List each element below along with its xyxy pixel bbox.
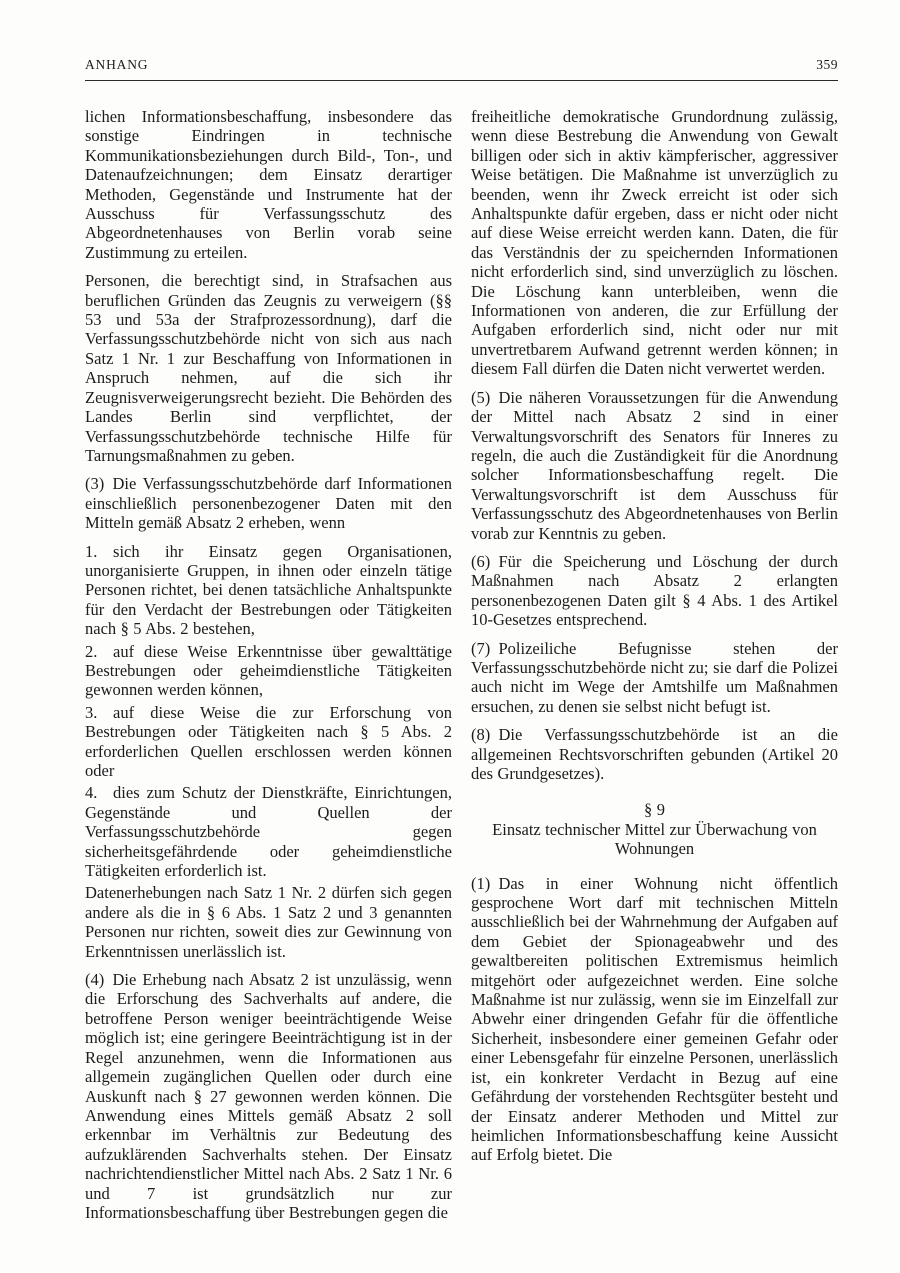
left-column [85, 107, 452, 1231]
list-item-number: 4. [85, 783, 98, 803]
text-columns [85, 107, 838, 1231]
section-heading-line: § 9 [644, 800, 665, 820]
paragraph: (4) Die Erhebung nach Absatz 2 ist unzulässig, wenn die Erforschung des Sachverhalts auf andere, die betroffene Person weniger beeinträchtigende Weise möglich ist; eine geringere Beeinträchtigung ist in der Regel anzunehmen, wenn die Informationen aus allgemein zugänglichen Quellen oder durch eine Auskunft nach § 27 gewonnen werden können. Die Anwendung eines Mittels gemäß Absatz 2 soll erkennbar im Verhältnis zur Bedeutung des aufzuklärenden Sachverhalts stehen. Der Einsatz nachrichtendienstlicher Mittel nach Abs. 2 Satz 1 Nr. 6 und 7 ist grundsätzlich nur zur Informationsbeschaffung über Bestrebungen gegen die [85, 970, 452, 1222]
paragraph: (3) Die Verfassungsschutzbehörde darf Informationen einschließlich personenbezogener Daten mit den Mitteln gemäß Absatz 2 erheben, wenn [85, 474, 452, 533]
list-item: 1. sich ihr Einsatz gegen Organisationen, unorganisierte Gruppen, in ihnen oder einzeln tätige Personen richtet, bei denen tatsächliche Anhaltspunkte für den Verdacht der Bestrebungen oder Tätigkeiten nach § 5 Abs. 2 bestehen, [85, 541, 452, 639]
list-item-number: 2. [85, 641, 98, 661]
list-item-number: 3. [85, 702, 98, 722]
paragraph: Personen, die berechtigt sind, in Strafsachen aus beruflichen Gründen das Zeugnis zu verweigern (§§ 53 und 53a der Strafprozessordnung), darf die Verfassungsschutzbehörde nicht von sich aus nach Satz 1 Nr. 1 zur Beschaffung von Informationen in Anspruch nehmen, auf die sich ihr Zeugnisverweigerungsrecht bezieht. Die Behörden des Landes Berlin sind verpflichtet, der Verfassungsschutzbehörde technische Hilfe für Tarnungsmaßnahmen zu geben. [85, 271, 452, 465]
paragraph: lichen Informationsbeschaffung, insbesondere das sonstige Eindringen in technische Kommunikationsbeziehungen durch Bild-, Ton-, und Datenaufzeichnungen; dem Einsatz derartiger Methoden, Gegenstände und Instrumente hat der Ausschuss für Verfassungsschutz des Abgeordnetenhauses von Berlin vorab seine Zustimmung zu erteilen. [85, 107, 452, 262]
list-item: 2. auf diese Weise Erkenntnisse über gewalttätige Bestrebungen oder geheimdienstliche Tätigkeiten gewonnen werden können, [85, 641, 452, 700]
header-section-title: ANHANG [85, 57, 149, 72]
section-heading [471, 800, 838, 858]
paragraph: (5) Die näheren Voraussetzungen für die Anwendung der Mittel nach Absatz 2 sind in einer Verwaltungsvorschrift des Senators für Inneres zu regeln, die auch die Zuständigkeit für die Anordnung solcher Informationsbeschaffung regelt. Die Verwaltungsvorschrift ist dem Ausschuss für Verfassungsschutz des Abgeordnetenhauses von Berlin vorab zur Kenntnis zu geben. [471, 387, 838, 543]
page-number: 359 [816, 57, 838, 72]
right-column [471, 107, 838, 1231]
paragraph: freiheitliche demokratische Grundordnung zulässig, wenn diese Bestrebung die Anwendung von Gewalt billigen oder sich in aktiv kämpferischer, aggressiver Weise betätigen. Die Maßnahme ist unverzüglich zu beenden, wenn ihr Zweck erreicht ist oder sich Anhaltspunkte dafür ergeben, dass er nicht oder nicht auf diese Weise erreicht werden kann. Daten, die für das Verständnis der zu speichernden Informationen nicht erforderlich sind, sind unverzüglich zu löschen. Die Löschung kann unterbleiben, wenn die Informationen von anderen, die zur Erfüllung der Aufgaben erforderlich sind, nicht oder nur mit unvertretbarem Aufwand getrennt werden können; in diesem Fall dürfen die Daten nicht verwertet werden. [471, 107, 838, 379]
list-item: 4. dies zum Schutz der Dienstkräfte, Einrichtungen, Gegenstände und Quellen der Verfassungsschutzbehörde gegen sicherheitsgefährdende oder geheimdienstliche Tätigkeiten erforderlich ist. [85, 783, 452, 881]
list-item-number: 1. [85, 541, 98, 561]
paragraph: Datenerhebungen nach Satz 1 Nr. 2 dürfen sich gegen andere als die in § 6 Abs. 1 Satz 2 und 3 genannten Personen nur richten, soweit dies zur Gewinnung von Erkenntnissen unerlässlich ist. [85, 883, 452, 961]
paragraph: (8) Die Verfassungsschutzbehörde ist an die allgemeinen Rechtsvorschriften gebunden (Artikel 20 des Grundgesetzes). [471, 725, 838, 783]
running-header [85, 0, 838, 81]
list-item: 3. auf diese Weise die zur Erforschung von Bestrebungen oder Tätigkeiten nach § 5 Abs. 2 erforderlichen Quellen erschlossen werden können oder [85, 702, 452, 780]
paragraph: (6) Für die Speicherung und Löschung der durch Maßnahmen nach Absatz 2 erlangten personenbezogenen Daten gilt § 4 Abs. 1 des Artikel 10-Gesetzes entsprechend. [471, 551, 838, 630]
section-heading-line: Einsatz technischer Mittel zur Überwachung von Wohnungen [492, 819, 817, 859]
paragraph: (7) Polizeiliche Befugnisse stehen der Verfassungsschutzbehörde nicht zu; sie darf die Polizei auch nicht im Wege der Amtshilfe um Maßnahmen ersuchen, zu denen sie selbst nicht befugt ist. [471, 638, 838, 716]
paragraph: (1) Das in einer Wohnung nicht öffentlich gesprochene Wort darf mit technischen Mitteln ausschließlich bei der Wahrnehmung der Aufgaben auf dem Gebiet der Spionageabwehr und des gewaltbereiten politischen Extremismus heimlich mitgehört oder aufgezeichnet werden. Eine solche Maßnahme ist nur zulässig, wenn sie im Einzelfall zur Abwehr einer dringenden Gefahr für die öffentliche Sicherheit, insbesondere einer gemeinen Gefahr oder einer Lebensgefahr für einzelne Personen, unerlässlich ist, ein konkreter Verdacht in Bezug auf eine Gefährdung der vorstehenden Rechtsgüter besteht und der Einsatz anderer Methoden und Mittel zur heimlichen Informationsbeschaffung keine Aussicht auf Erfolg bietet. Die [471, 873, 838, 1165]
